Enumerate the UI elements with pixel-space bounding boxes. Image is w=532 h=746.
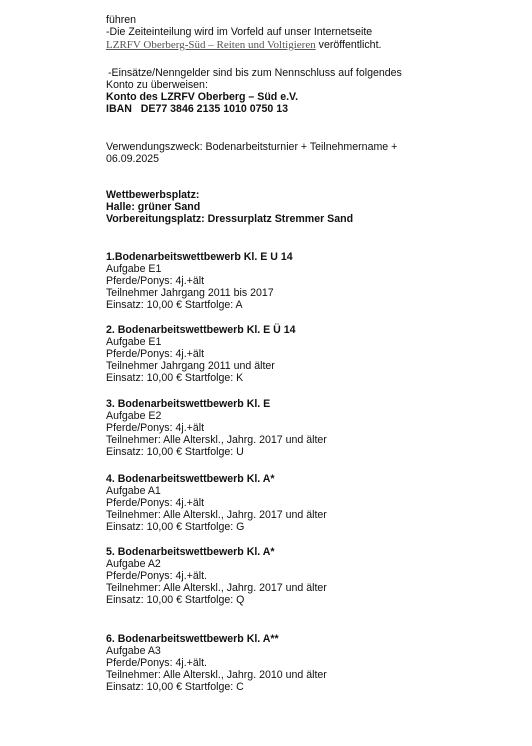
venue-prep: Vorbereitungsplatz: Dressurplatz Stremmer Sand bbox=[106, 213, 354, 225]
competition-task: Aufgabe E1 bbox=[106, 336, 162, 348]
competition-horses: Pferde/Ponys: 4j.+ält. bbox=[106, 657, 207, 669]
competition-horses: Pferde/Ponys: 4j.+ält bbox=[106, 422, 205, 434]
competition-title: 6. Bodenarbeitswettbewerb Kl. A** bbox=[106, 633, 279, 645]
intro-line-1: führen bbox=[106, 14, 137, 26]
iban: IBAN DE77 3846 2135 1010 0750 13 bbox=[106, 103, 288, 115]
competition-fee: Einsatz: 10,00 € Startfolge: C bbox=[106, 681, 244, 693]
intro-line-2: -Die Zeiteinteilung wird im Vorfeld auf unser Internetseite bbox=[106, 26, 373, 38]
competition-horses: Pferde/Ponys: 4j.+ält bbox=[106, 275, 205, 287]
website-link[interactable]: LZRFV Oberberg-Süd – Reiten und Voltigieren bbox=[106, 39, 316, 51]
venue-hall: Halle: grüner Sand bbox=[106, 201, 201, 213]
competition-fee: Einsatz: 10,00 € Startfolge: G bbox=[106, 521, 245, 533]
competition-participants: Teilnehmer: Alle Alterskl., Jahrg. 2010 und älter bbox=[106, 669, 327, 681]
competition-horses: Pferde/Ponys: 4j.+ält. bbox=[106, 570, 207, 582]
account-name: Konto des LZRFV Oberberg – Süd e.V. bbox=[106, 91, 299, 103]
competition-participants: Teilnehmer Jahrgang 2011 und älter bbox=[106, 360, 275, 372]
competition-fee: Einsatz: 10,00 € Startfolge: Q bbox=[106, 594, 245, 606]
purpose-line-2: 06.09.2025 bbox=[106, 153, 160, 165]
competition-title: 3. Bodenarbeitswettbewerb Kl. E bbox=[106, 398, 271, 410]
competition-title: 4. Bodenarbeitswettbewerb Kl. A* bbox=[106, 473, 275, 485]
intro-line-3-rest: veröffentlicht. bbox=[315, 39, 382, 51]
competition-title: 1.Bodenarbeitswettbewerb Kl. E U 14 bbox=[106, 251, 293, 263]
competition-task: Aufgabe E1 bbox=[106, 263, 162, 275]
competition-task: Aufgabe E2 bbox=[106, 410, 162, 422]
competition-title: 5. Bodenarbeitswettbewerb Kl. A* bbox=[106, 546, 275, 558]
purpose-line-1: Verwendungszweck: Bodenarbeitsturnier + Teilnehmername + bbox=[106, 141, 398, 153]
competition-fee: Einsatz: 10,00 € Startfolge: K bbox=[106, 372, 244, 384]
competition-horses: Pferde/Ponys: 4j.+ält bbox=[106, 497, 205, 509]
intro-line-3 bbox=[106, 39, 381, 51]
competition-task: Aufgabe A2 bbox=[106, 558, 161, 570]
competition-fee: Einsatz: 10,00 € Startfolge: U bbox=[106, 446, 244, 458]
competition-horses: Pferde/Ponys: 4j.+ält bbox=[106, 348, 205, 360]
competition-title: 2. Bodenarbeitswettbewerb Kl. E Ü 14 bbox=[106, 324, 296, 336]
competition-task: Aufgabe A3 bbox=[106, 645, 161, 657]
competition-fee: Einsatz: 10,00 € Startfolge: A bbox=[106, 299, 243, 311]
competition-participants: Teilnehmer: Alle Alterskl., Jahrg. 2017 und älter bbox=[106, 582, 327, 594]
payment-line-1: -Einsätze/Nenngelder sind bis zum Nennschluss auf folgendes bbox=[108, 67, 402, 79]
venue-title: Wettbewerbsplatz: bbox=[106, 189, 200, 201]
competition-participants: Teilnehmer: Alle Alterskl., Jahrg. 2017 und älter bbox=[106, 434, 327, 446]
competition-participants: Teilnehmer Jahrgang 2011 bis 2017 bbox=[106, 287, 274, 299]
competition-task: Aufgabe A1 bbox=[106, 485, 161, 497]
payment-line-2: Konto zu überweisen: bbox=[106, 79, 208, 91]
competition-participants: Teilnehmer: Alle Alterskl., Jahrg. 2017 und älter bbox=[106, 509, 327, 521]
